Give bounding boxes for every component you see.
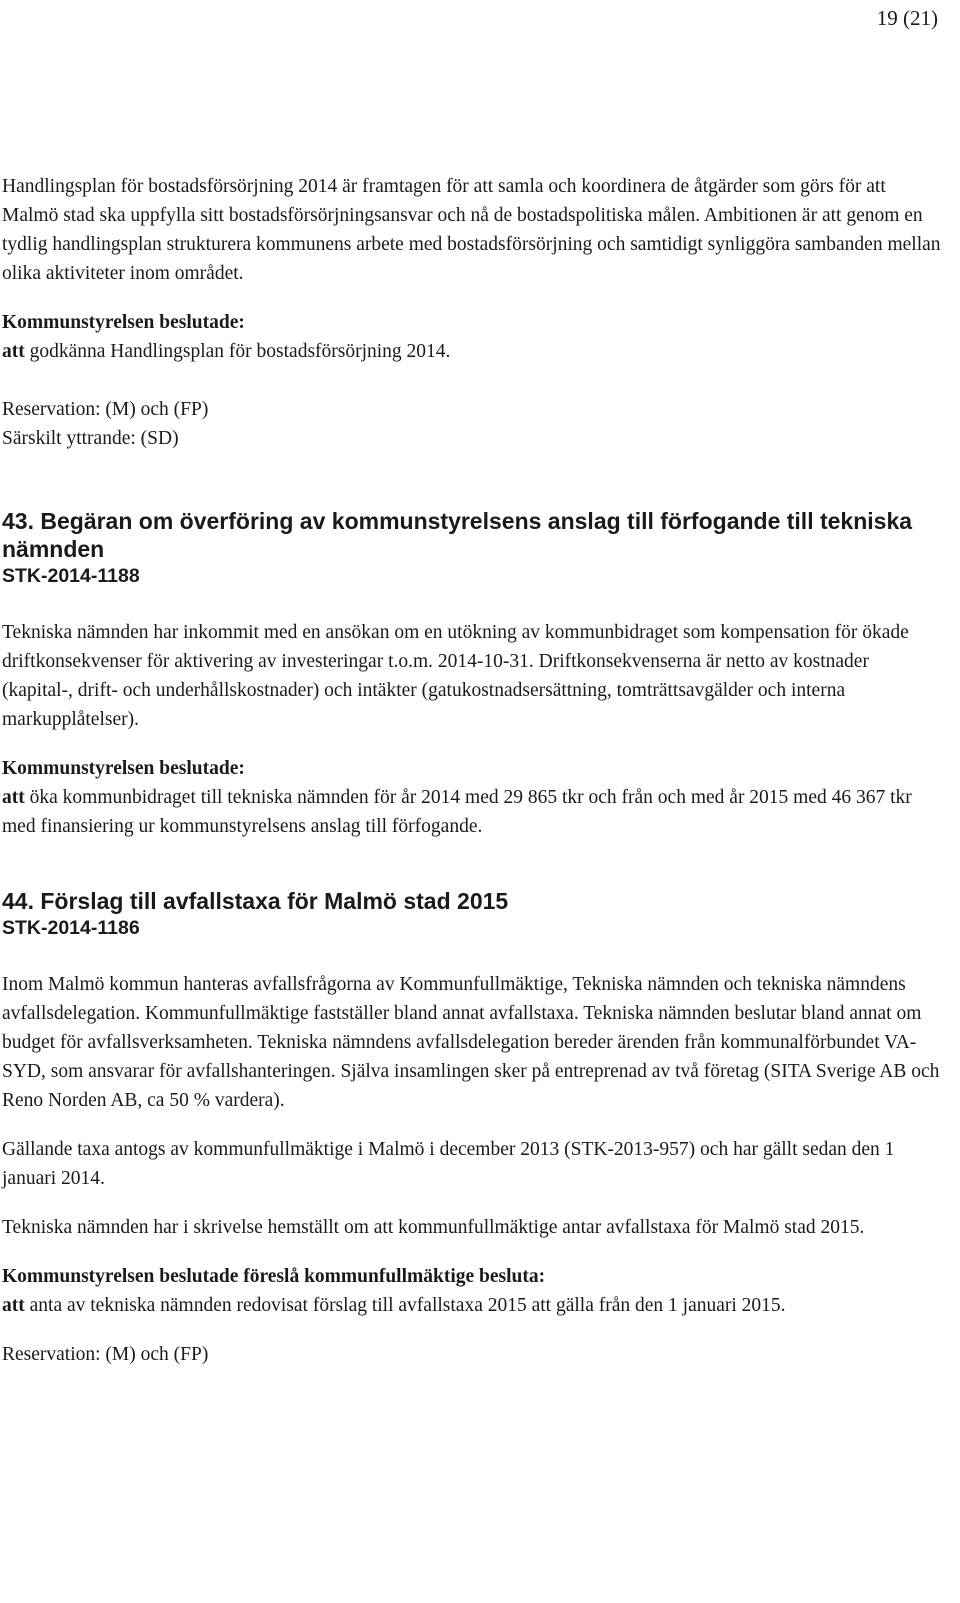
item-44-decision-heading: Kommunstyrelsen beslutade föreslå kommunfullmäktige besluta: [2,1266,546,1287]
item-44-reservation-text: Reservation: (M) och (FP) [2,1344,209,1365]
att-keyword: att [2,341,25,362]
page-number: 19 (21) [876,6,938,30]
item-44-title: 44. Förslag till avfallstaxa för Malmö stad 2015 [2,888,509,914]
decision-text [2,337,942,366]
item-44-paragraph-3: Tekniska nämnden har i skrivelse hemställt om att kommunfullmäktige antar avfallstaxa för Malmö stad 2015. [2,1217,865,1238]
decision-body: anta av tekniska nämnden redovisat förslag till avfallstaxa 2015 att gälla från den 1 januari 2015. [24,1295,786,1316]
item-43-case-number: STK-2014-1188 [2,565,140,587]
item-44-paragraph-1: Inom Malmö kommun hanteras avfallsfrågorna av Kommunfullmäktige, Tekniska nämnden och tekniska nämndens avfallsdelegation. Kommunfullmäktige fastställer bland annat avfallstaxa. Tekniska nämnden beslutar bland annat om budget för avfallsverksamheten. Tekniska nämndens avfallsdelegation bereder ärenden från kommunalförbundet VA-SYD, som ansvarar för avfallshanteringen. Själva insamlingen sker på entreprenad av två företag (SITA Sverige AB och Reno Norden AB, ca 50 % vardera). [2,974,940,1111]
decision-body: godkänna Handlingsplan för bostadsförsörjning 2014. [24,341,451,362]
item-43-title: 43. Begäran om överföring av kommunstyrelsens anslag till förfogande till tekniska nämnden [2,508,913,562]
item-43-decision-heading: Kommunstyrelsen beslutade: [2,758,245,779]
document-body [2,172,942,1369]
intro-section [2,172,942,453]
item-43-paragraph: Tekniska nämnden har inkommit med en ansökan om en utökning av kommunbidraget som kompensation för ökade driftkonsekvenser för aktivering av investeringar t.o.m. 2014-10-31. Driftkonsekvenserna är netto av kostnader (kapital-, drift- och underhållskostnader) och intäkter (gatukostnadsersättning, tomträttsavgälder och interna markupplåtelser). [2,622,909,730]
item-44-case-number: STK-2014-1186 [2,917,140,939]
item-44-paragraph-2: Gällande taxa antogs av kommunfullmäktige i Malmö i december 2013 (STK-2013-957) och har gällt sedan den 1 januari 2014. [2,1139,895,1189]
att-keyword: att [2,787,25,808]
decision-heading: Kommunstyrelsen beslutade: [2,312,245,333]
intro-paragraph: Handlingsplan för bostadsförsörjning 2014 är framtagen för att samla och koordinera de åtgärder som görs för att Malmö stad ska uppfylla sitt bostadsförsörjningsansvar och nå de bostadspolitiska målen. Ambitionen är att genom en tydlig handlingsplan strukturera kommunens arbete med bostadsförsörjning och samtidigt synliggöra sambanden mellan olika aktiviteter inom området. [2,176,941,284]
reservation-text: Reservation: (M) och (FP) [2,399,209,420]
special-statement-text: Särskilt yttrande: (SD) [2,428,179,449]
decision-body: öka kommunbidraget till tekniska nämnden för år 2014 med 29 865 tkr och från och med år 2015 med 46 367 tkr med finansiering ur kommunstyrelsens anslag till förfogande. [2,787,912,837]
item-43-decision-text [2,783,942,841]
att-keyword: att [2,1295,25,1316]
item-43-section [2,507,942,841]
item-44-decision-text [2,1291,942,1320]
item-44-section [2,887,942,1369]
